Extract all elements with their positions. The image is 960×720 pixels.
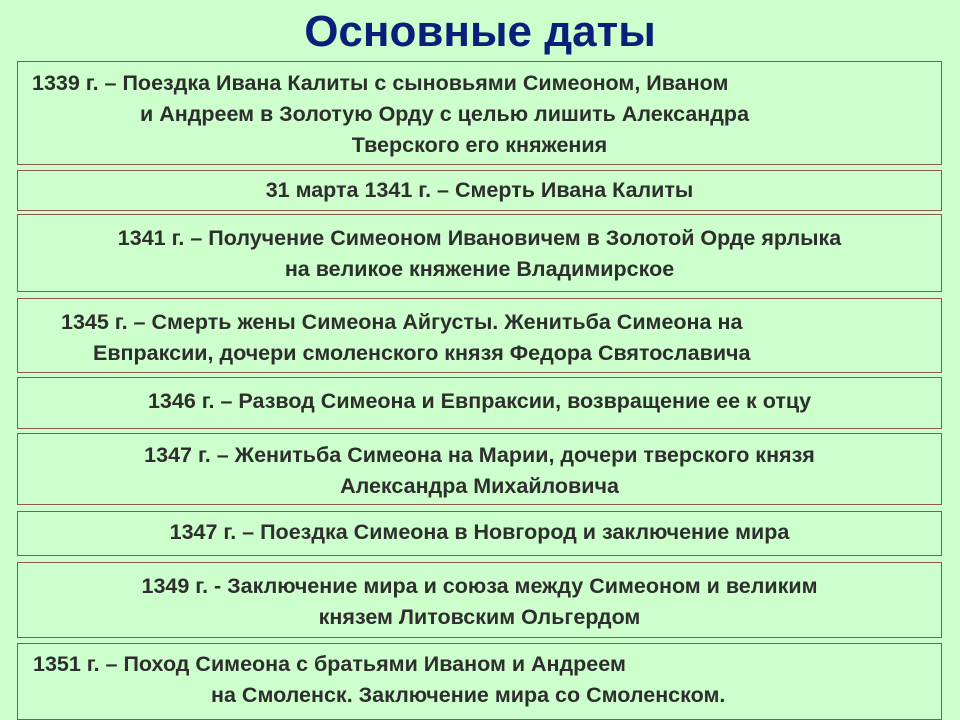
date-entry-1345 — [17, 298, 942, 373]
page-title: Основные даты — [304, 7, 656, 56]
entry-line: на великое княжение Владимирское — [284, 257, 675, 281]
entry-line: 1347 г. – Поездка Симеона в Новгород и заключение мира — [169, 520, 790, 544]
entry-line: 1345 г. – Смерть жены Симеона Айгусты. Женитьба Симеона на — [61, 310, 743, 334]
entry-line: на Смоленск. Заключение мира со Смоленском. — [211, 683, 726, 707]
entry-line: князем Литовским Ольгердом — [318, 605, 641, 629]
date-entry-1347-novgorod — [17, 511, 942, 556]
date-entry-1347-marriage — [17, 433, 942, 505]
entry-line: Евпраксии, дочери смоленского князя Федора Святославича — [93, 341, 751, 365]
date-entry-1339 — [17, 61, 942, 165]
entry-line: 31 марта 1341 г. – Смерть Ивана Калиты — [265, 178, 694, 202]
entry-line: 1339 г. – Поездка Ивана Калиты с сыновьями Симеоном, Иваном — [32, 71, 729, 95]
entry-line: Тверского его княжения — [351, 133, 608, 157]
entry-line: и Андреем в Золотую Орду с целью лишить Александра — [140, 102, 750, 126]
date-entry-1341 — [17, 214, 942, 292]
entry-line: 1347 г. – Женитьба Симеона на Марии, дочери тверского князя — [144, 443, 815, 467]
entry-line: 1341 г. – Получение Симеоном Ивановичем в Золотой Орде ярлыка — [117, 226, 842, 250]
entry-line: 1349 г. - Заключение мира и союза между Симеоном и великим — [141, 574, 818, 598]
date-entry-1346 — [17, 377, 942, 429]
date-entry-1351 — [17, 643, 942, 720]
date-entry-1341-march — [17, 170, 942, 211]
entry-line: 1346 г. – Развод Симеона и Евпраксии, возвращение ее к отцу — [147, 389, 812, 413]
entry-line: 1351 г. – Поход Симеона с братьями Иваном и Андреем — [33, 652, 626, 676]
date-entry-1349 — [17, 562, 942, 638]
entry-line: Александра Михайловича — [340, 474, 619, 498]
